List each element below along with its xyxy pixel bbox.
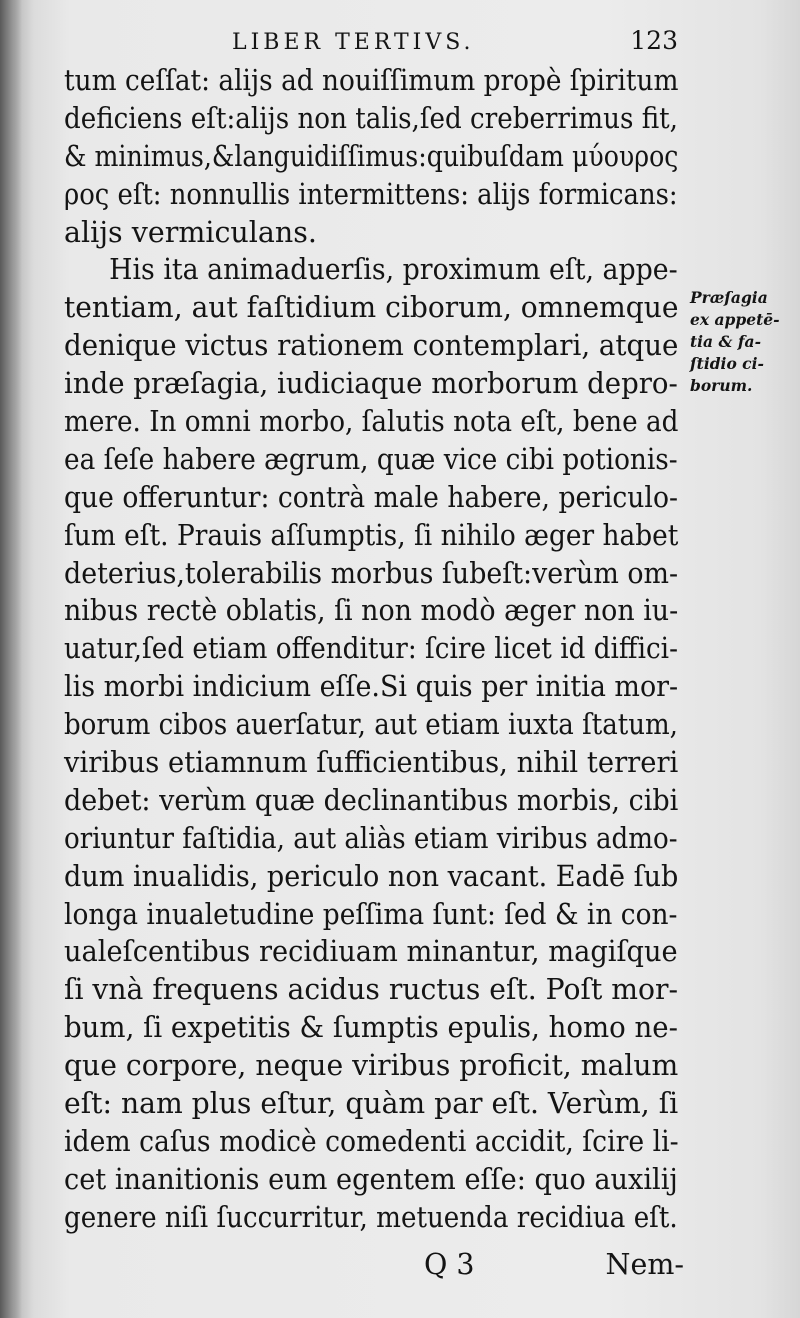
text-line: ea ſeſe habere ægrum, quæ vice cibi potionis- [64,442,678,476]
text-line: que corpore, neque viribus proficit, malum [64,1049,679,1083]
margin-note-line: ex appetē- [690,310,780,329]
text-line: tum ceſſat: alijs ad nouiſſimum propè ſpiritum [64,64,679,97]
text-line: uatur,ſed etiam offenditur: ſcire licet id diffici- [64,632,678,666]
catchword: Nem- [605,1248,684,1281]
text-line: borum cibos auerſatur, aut etiam iuxta ſtatum, [64,708,678,742]
text-line: tentiam, aut faſtidium ciborum, omnemque [64,291,679,325]
text-line: dum inualidis, periculo non vacant. Eadē ſub [64,859,679,893]
text-line: & minimus,&languidiſſimus:quibuſdam μύουρος [64,139,679,173]
body-text [64,62,694,1237]
page-footer [64,1248,684,1288]
text-line: ſum eſt. Prauis aſſumptis, ſi nihilo æger habet [64,518,679,552]
margin-note-line: Præſagia [690,288,768,307]
text-line: bum, ſi expetitis & ſumptis epulis, homo ne- [64,1011,678,1045]
text-line: nibus rectè oblatis, ſi non modò æger non iu- [64,594,679,628]
text-line: deterius,tolerabilis morbus ſubeſt:verùm om- [64,556,679,590]
margin-note [690,287,794,397]
text-line: alijs vermiculans. [64,215,317,249]
page-number: 123 [630,26,678,55]
text-line: cet inanitionis eum egentem eſſe: quo auxilij [64,1162,678,1196]
running-head [232,24,678,60]
text-line: que offeruntur: contrà male habere, periculo- [64,480,678,514]
running-title: LIBER TERTIVS. [232,30,475,55]
text-line: longa inualetudine peſſima ſunt: ſed & in con- [64,897,678,931]
text-line: viribus etiamnum ſufficientibus, nihil terreri [64,746,679,780]
text-line: eſt: nam plus eſtur, quàm par eſt. Verùm, ſi [64,1087,679,1121]
text-line: genere niſi ſuccurritur, metuenda recidiua eſt. [64,1200,678,1234]
text-line: ρος eſt: nonnullis intermittens: alijs formicans: [64,177,678,211]
text-line: inde præſagia, iudiciaque morborum depro- [64,367,678,401]
margin-note-line: ſtidio ci- [690,354,764,373]
margin-note-line: tia & fa- [690,332,762,351]
text-line: debet: verùm quæ declinantibus morbis, cibi [64,783,679,817]
signature-mark: Q 3 [424,1248,475,1281]
margin-note-line: borum. [690,376,753,395]
text-line: mere. In omni morbo, ſalutis nota eſt, bene ad [64,405,679,439]
text-line: His ita animaduerſis, proximum eſt, appe- [109,253,678,287]
text-line: oriuntur faſtidia, aut aliàs etiam viribus admo- [64,821,678,855]
text-line: lis morbi indicium eſſe.Si quis per initia mor- [64,670,679,704]
binding-gutter [0,0,22,1318]
text-line: denique victus rationem contemplari, atque [64,329,679,363]
text-line: ſi vnà frequens acidus ructus eſt. Poſt mor- [64,973,679,1007]
text-line: deficiens eſt:alijs non talis,ſed creberrimus fit, [64,101,678,135]
text-line: ualeſcentibus recidiuam minantur, magiſque [64,935,678,969]
text-line: idem caſus modicè comedenti accidit, ſcire li- [64,1124,679,1158]
